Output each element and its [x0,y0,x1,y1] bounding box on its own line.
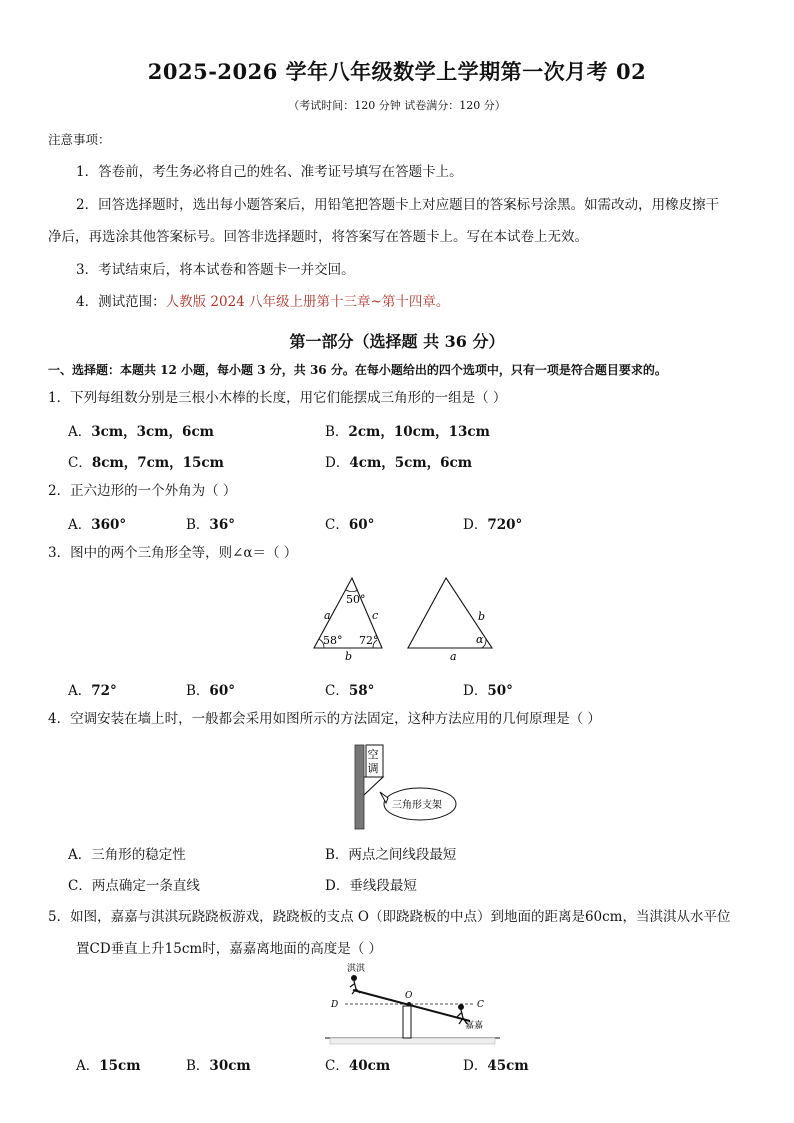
question-2-option-c[interactable]: C．60° [325,517,375,533]
ac-label-1: 空 [367,748,379,761]
question-3-option-a[interactable]: A．72° [68,683,117,699]
ground [330,1038,495,1044]
ac-label-2: 调 [367,762,379,775]
point-o-label: O [405,991,413,1001]
question-3-option-d[interactable]: D．50° [463,683,513,699]
question-3-option-c[interactable]: C．58° [325,683,375,699]
question-3-option-b[interactable]: B．60° [186,683,235,699]
side-a-label: a [324,609,331,622]
wall [355,745,364,829]
qiqi-body [350,981,360,994]
notice-item-1: 1．答卷前，考生务必将自己的姓名、准考证号填写在答题卡上。 [76,164,463,180]
question-3-stem: 3．图中的两个三角形全等，则∠α＝（ ） [48,545,298,561]
question-5-option-c[interactable]: C．40cm [325,1058,391,1074]
question-4-option-c[interactable]: C．两点确定一条直线 [68,878,200,894]
side-b2-label: b [478,610,486,623]
test-range: 人教版 2024 八年级上册第十三章~第十四章。 [165,294,450,310]
notice-item-4-prefix: 4．测试范围： [76,294,166,310]
question-1-option-a[interactable]: A．3cm，3cm，6cm [68,424,214,440]
question-5-option-d[interactable]: D．45cm [463,1058,529,1074]
side-b-label: b [345,650,353,662]
question-1-option-b[interactable]: B．2cm，10cm，13cm [325,424,490,440]
qiqi-label: 淇淇 [347,964,366,974]
question-5-figure [325,962,500,1046]
question-2-stem: 2．正六边形的一个外角为（ ） [48,483,237,499]
notice-heading: 注意事项： [48,132,111,147]
qiqi-figure [351,975,357,981]
question-1-option-d[interactable]: D．4cm，5cm，6cm [325,455,473,471]
question-4-option-a[interactable]: A．三角形的稳定性 [68,847,186,863]
bubble-text: 三角形支架 [392,800,442,811]
question-2-option-a[interactable]: A．360° [68,517,127,533]
point-c-label: C [477,1000,484,1010]
question-2-option-b[interactable]: B．36° [186,517,235,533]
question-5-stem-line-2: 置CD垂直上升15cm时，嘉嘉离地面的高度是（ ） [76,941,382,957]
question-4-stem: 4．空调安装在墙上时，一般都会采用如图所示的方法固定，这种方法应用的几何原理是（ ） [48,711,601,727]
notice-item-2: 2．回答选择题时，选出每小题答案后，用铅笔把答题卡上对应题目的答案标号涂黑。如需改动，用橡皮擦干 [76,197,720,213]
question-1-stem: 1．下列每组数分别是三根小木棒的长度，用它们能摆成三角形的一组是（ ） [48,390,507,406]
notice-item-3: 3．考试结束后，将本试卷和答题卡一并交回。 [76,262,355,278]
angle-50-label: 50° [346,593,366,606]
point-d-label: D [331,1000,339,1010]
alpha-label: α [476,633,484,646]
pivot-post [403,1006,411,1038]
side-a2-label: a [450,650,457,662]
jiajia-label: 嘉嘉 [465,1021,484,1031]
section-instruction: 一、选择题：本题共 12 小题，每小题 3 分，共 36 分。在每小题给出的四个选项中，只有一项是符合题目要求的。 [48,363,667,377]
angle-58-label: 58° [323,634,343,647]
question-4-figure [350,740,460,832]
question-5-option-a[interactable]: A．15cm [76,1058,141,1074]
question-1-option-c[interactable]: C．8cm，7cm，15cm [68,455,224,471]
question-5-option-b[interactable]: B．30cm [186,1058,251,1074]
question-4-option-d[interactable]: D．垂线段最短 [325,878,417,894]
question-2-option-d[interactable]: D．720° [463,517,523,533]
section-title: 第一部分（选择题 共 36 分） [289,332,505,351]
question-4-option-b[interactable]: B．两点之间线段最短 [325,847,457,863]
pivot-point [407,1002,411,1006]
question-3-figure [300,570,500,662]
triangle-1-top-arc [346,590,358,592]
exam-subtitle: （考试时间：120 分钟 试卷满分：120 分） [288,99,506,112]
side-c-label: c [372,609,379,622]
question-5-stem-line-1: 5．如图，嘉嘉与淇淇玩跷跷板游戏，跷跷板的支点 O（即跷跷板的中点）到地面的距离是60cm，当淇淇从水平位 [48,909,731,925]
angle-72-label: 72° [359,634,379,647]
exam-title: 2025-2026 学年八年级数学上学期第一次月考 02 [147,59,647,84]
notice-item-2-cont: 净后，再选涂其他答案标号。回答非选择题时，将答案写在答题卡上。写在本试卷上无效。 [48,229,588,245]
jiajia-figure [458,1004,464,1010]
notice-item-4 [76,293,449,311]
